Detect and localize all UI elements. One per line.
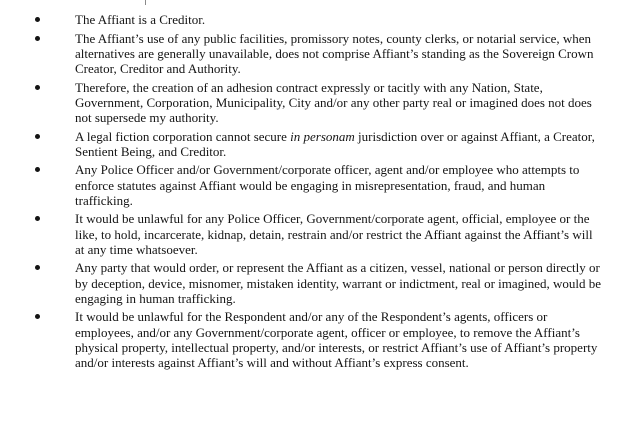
bullet-item	[0, 211, 633, 257]
bullet-text: It would be unlawful for the Respondent and/or any of the Respondent’s agents, officers or employees, and/or any Government/corporate agent, officer or employee, to remove the Affiant’s physical property, intellectual property, and/or interests, or restrict Affiant’s use of Affiant’s property and/or interests against Affiant’s will and without Affiant’s express consent.	[75, 309, 598, 370]
bullet-icon	[35, 17, 40, 22]
bullet-text: It would be unlawful for any Police Officer, Government/corporate agent, official, employee or the like, to hold, incarcerate, kidnap, detain, restrain and/or restrict the Affiant against the Affiant’s will at any time whatsoever.	[75, 211, 593, 257]
bullet-text: Any party that would order, or represent the Affiant as a citizen, vessel, national or person directly or by deception, device, misnomer, mistaken identity, warrant or indictment, real or imagined, would be engaging in human trafficking.	[75, 260, 602, 306]
bullet-item	[0, 162, 633, 208]
bullet-text	[75, 129, 605, 159]
bullet-item	[0, 309, 633, 370]
bullet-item	[0, 80, 633, 126]
latin-term: in personam	[290, 128, 355, 144]
bullet-icon	[35, 216, 40, 221]
bullet-icon	[35, 36, 40, 41]
scan-mark	[145, 0, 146, 5]
bullet-icon	[35, 85, 40, 90]
bullet-icon	[35, 314, 40, 319]
bullet-text-segment: A legal fiction corporation cannot secure	[75, 128, 291, 144]
bullet-text: Therefore, the creation of an adhesion contract expressly or tacitly with any Nation, State, Government, Corporation, Municipality, City and/or any other party real or imagined does not does not supersede my authority.	[75, 79, 592, 125]
bullet-item	[0, 129, 633, 159]
bullet-item	[0, 31, 633, 77]
bullet-text-segment: jurisdiction over or against Affiant, a Creator, Sentient Being, and Creditor.	[75, 128, 595, 159]
bullet-icon	[35, 265, 40, 270]
affidavit-bullet-list	[0, 12, 633, 374]
bullet-item	[0, 12, 633, 27]
bullet-text: Any Police Officer and/or Government/corporate officer, agent and/or employee who attempts to enforce statutes against Affiant would be engaging in misrepresentation, fraud, and human trafficking.	[75, 162, 580, 208]
bullet-text: The Affiant is a Creditor.	[75, 12, 206, 27]
bullet-icon	[35, 167, 40, 172]
bullet-text: The Affiant’s use of any public facilities, promissory notes, county clerks, or notarial service, when alternatives are generally unavailable, does not comprise Affiant’s standing as the Sovereign Crown Creator, Creditor and Authority.	[75, 30, 594, 76]
bullet-icon	[35, 134, 40, 139]
bullet-item	[0, 260, 633, 306]
